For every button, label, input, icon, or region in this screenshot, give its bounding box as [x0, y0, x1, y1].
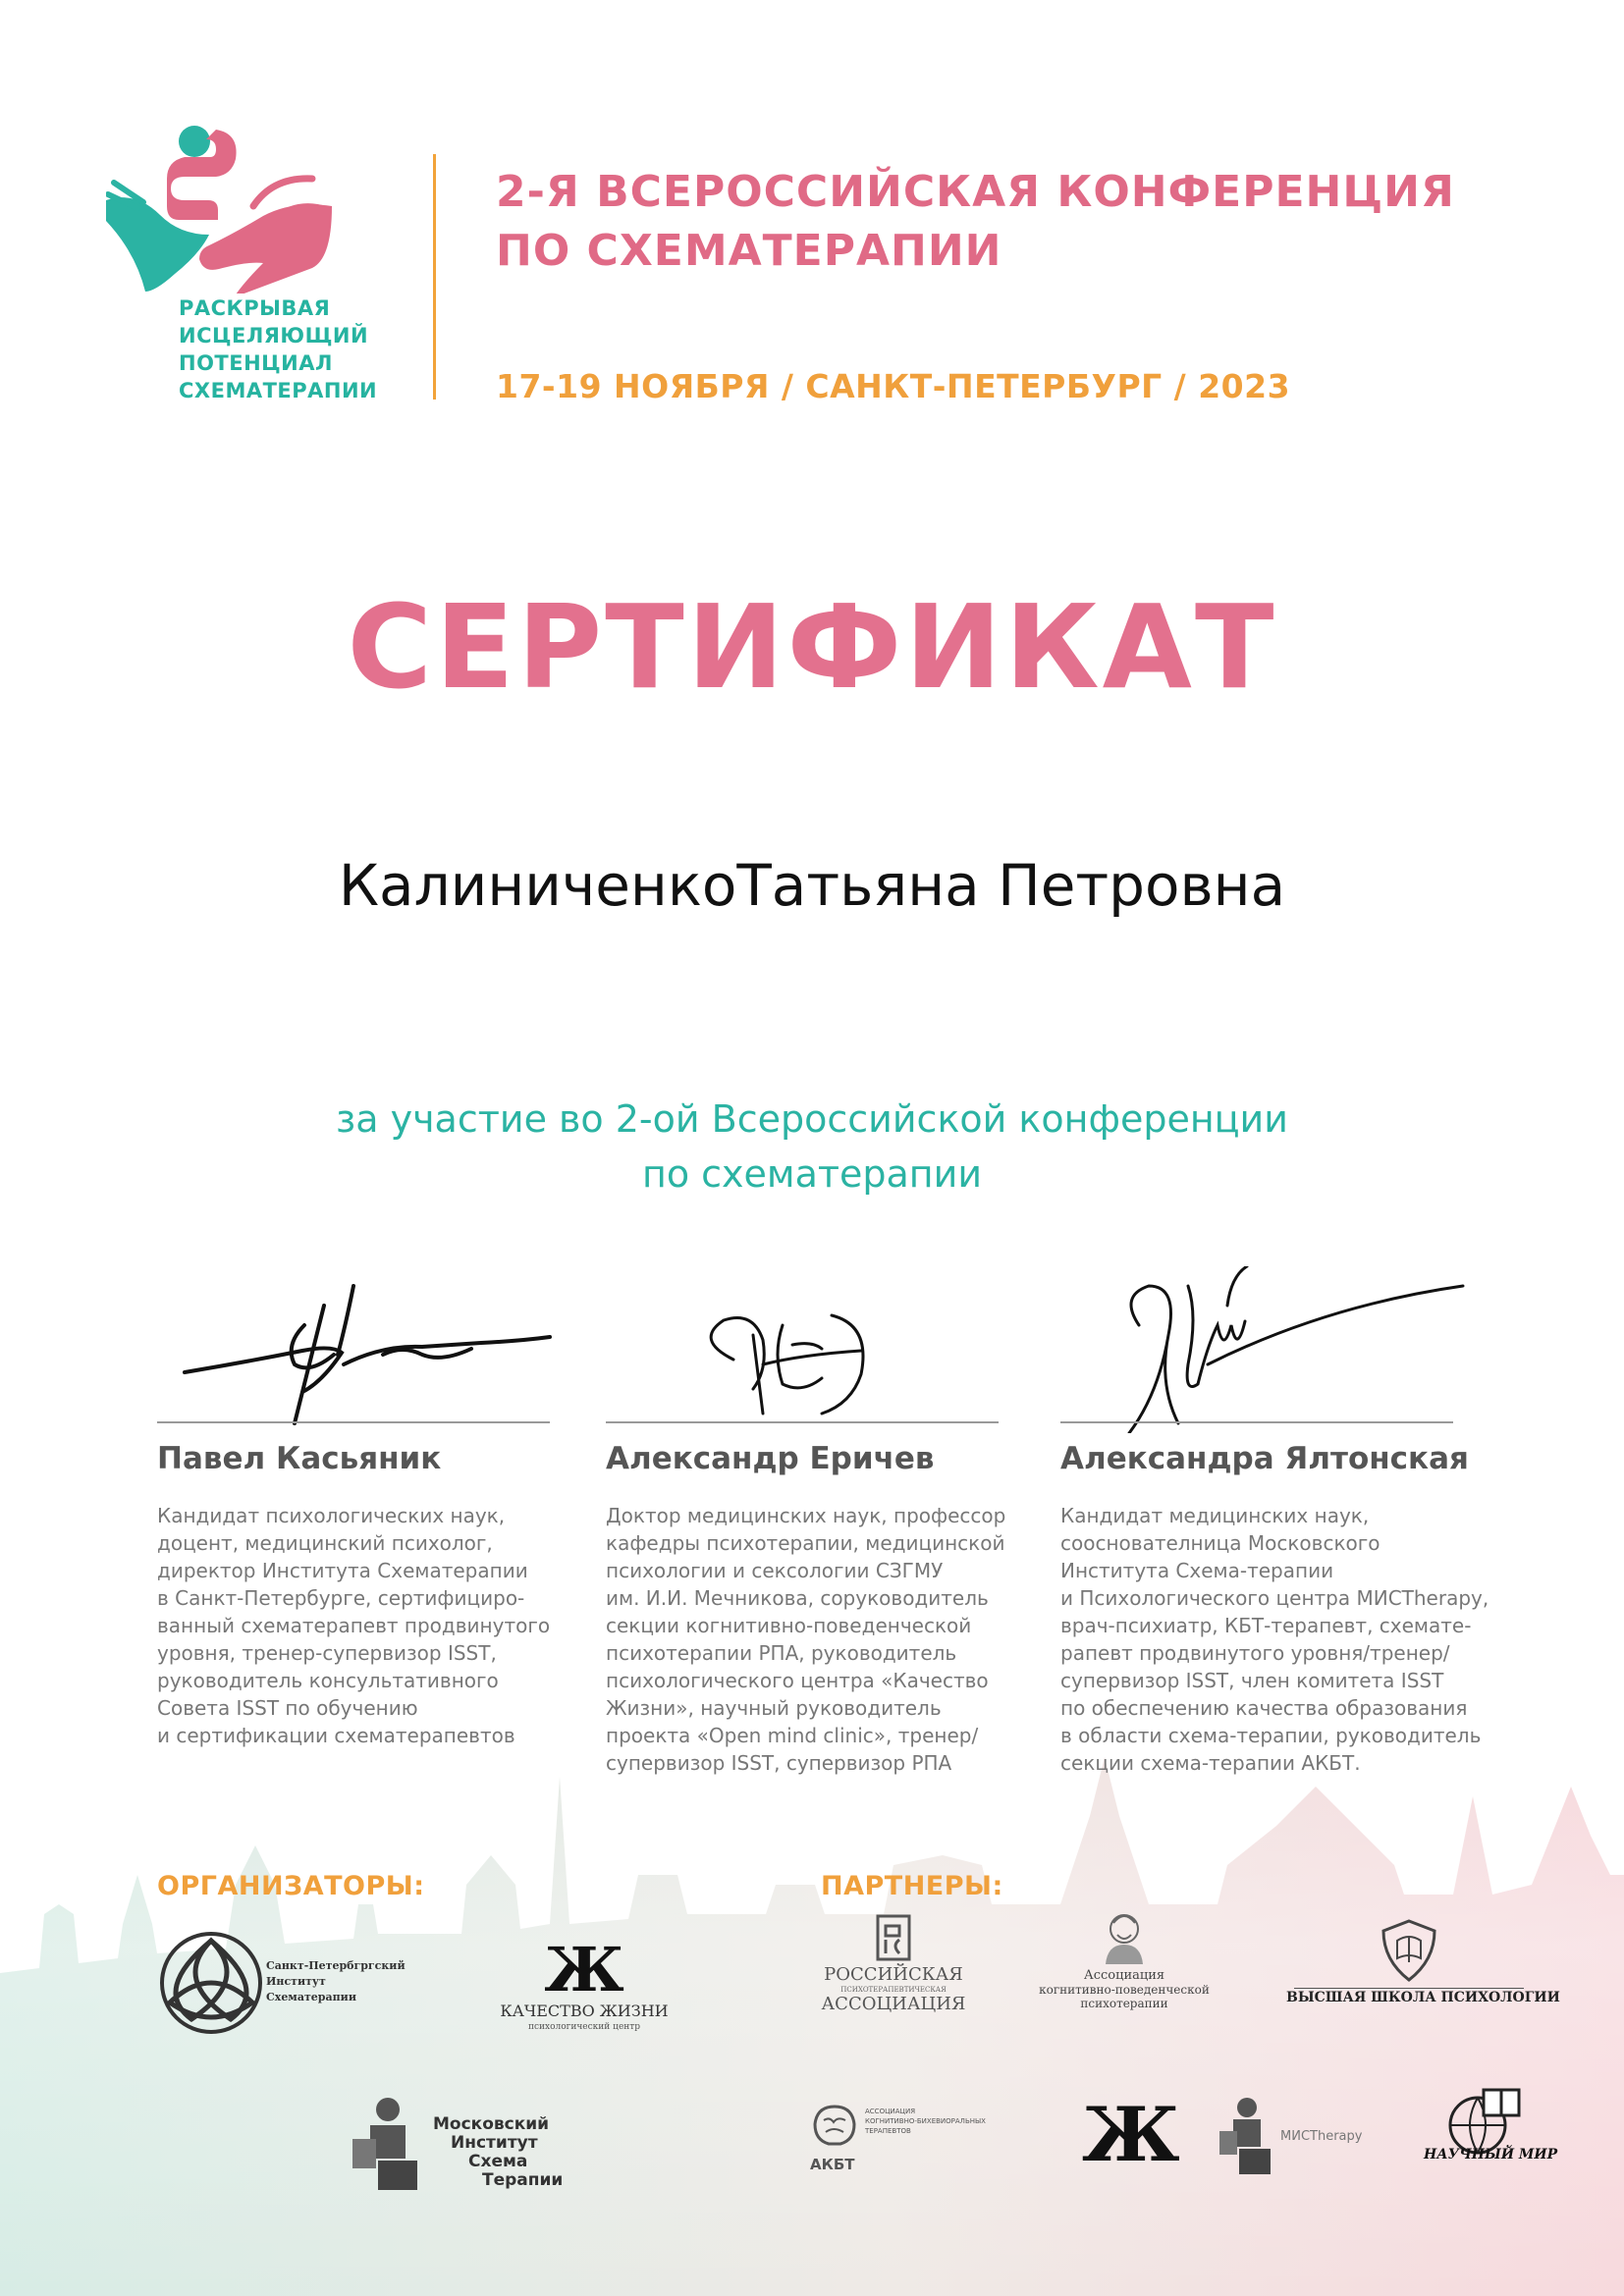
logo-caption-line: Схематерапии — [266, 1991, 356, 2003]
bio-line: секции схема-терапии АКБТ. — [1060, 1751, 1361, 1775]
logo-line: РАСКРЫВАЯ — [179, 296, 331, 320]
conference-date-location: 17-19 НОЯБРЯ / САНКТ-ПЕТЕРБУРГ / 2023 — [496, 367, 1291, 405]
signature-line — [606, 1421, 999, 1423]
signatory-name: Александра Ялтонская — [1060, 1441, 1469, 1476]
bio-line: уровня, тренер-супервизор ISST, — [157, 1641, 497, 1665]
bio-line: проекта «Open mind clinic», тренер/ — [606, 1724, 979, 1747]
logo-line: ИСЦЕЛЯЮЩИЙ — [179, 324, 369, 347]
conference-title — [496, 163, 1556, 281]
bio-line: Института Схема-терапии — [1060, 1559, 1334, 1582]
logo-quality-of-life — [496, 1934, 673, 2037]
brain-icon — [810, 2101, 859, 2150]
signatory-bio — [1060, 1502, 1512, 1777]
person-block-icon — [1218, 2096, 1276, 2176]
bio-line: доцент, медицинский психолог, — [157, 1531, 493, 1555]
header-divider — [433, 154, 436, 400]
organizers-label: ОРГАНИЗАТОРЫ: — [157, 1871, 425, 1901]
logo-caption-line: АССОЦИАЦИЯ — [865, 2108, 916, 2115]
conference-logo-icon — [106, 122, 332, 294]
logo-caption-line: Схема — [468, 2152, 528, 2171]
logo-zh-mark — [1082, 2091, 1180, 2179]
logo-caption-line: психотерапии — [1080, 1997, 1168, 2010]
logo-caption-line: Институт — [451, 2133, 538, 2153]
logo-caption-line: Институт — [266, 1975, 326, 1988]
portrait-icon — [1100, 1909, 1149, 1964]
bio-line: директор Института Схематерапии — [157, 1559, 528, 1582]
bio-line: в области схема-терапии, руководитель — [1060, 1724, 1482, 1747]
zh-letter-icon: Ж — [544, 1934, 624, 2005]
bio-line: сооснователница Московского — [1060, 1531, 1380, 1555]
logo-caption-line: Санкт-Петербгргский — [266, 1959, 406, 1972]
logo-caption-line: ТЕРАПЕВТОВ — [865, 2127, 911, 2135]
certificate-title: СЕРТИФИКАТ — [347, 579, 1277, 715]
bio-line: ванный схематерапевт продвинутого — [157, 1614, 551, 1637]
bio-line: психотерапии РПА, руководитель — [606, 1641, 957, 1665]
bio-line: врач-психиатр, КБТ-терапевт, схемате- — [1060, 1614, 1472, 1637]
logo-line: ПОТЕНЦИАЛ — [179, 351, 333, 375]
logo-caption-line: ВЫСШАЯ ШКОЛА ПСИХОЛОГИИ — [1286, 1990, 1560, 2005]
logo-caption-line: ПСИХОТЕРАПЕВТИЧЕСКАЯ — [840, 1986, 947, 1994]
participation-statement — [0, 1092, 1624, 1201]
shield-emblem-icon — [1380, 1919, 1438, 1982]
recipient-name: КалиниченкоТатьяна Петровна — [338, 852, 1286, 919]
logo-caption-line: когнитивно-поведенческой — [1039, 1983, 1210, 1997]
participation-line: по схематерапии — [641, 1152, 983, 1196]
bio-line: руководитель консультативного — [157, 1669, 499, 1692]
partners-label: ПАРТНЕРЫ: — [821, 1871, 1003, 1901]
signatory-bio — [606, 1502, 1057, 1777]
logo-science-world — [1424, 2086, 1558, 2184]
bio-line: и сертификации схематерапевтов — [157, 1724, 515, 1747]
logo-caption-line: АКБТ — [810, 2156, 855, 2173]
logo-moscow-schema-institute — [349, 2096, 584, 2204]
bio-line: им. И.И. Мечникова, соруководитель — [606, 1586, 989, 1610]
bio-line: секции когнитивно-поведенческой — [606, 1614, 972, 1637]
triquetra-icon — [152, 1929, 270, 2037]
logo-caption-line: Ассоциация — [1083, 1968, 1165, 1983]
signature-erichev — [606, 1266, 1038, 1433]
signature-yaltonskaya — [1060, 1266, 1492, 1433]
bio-line: Кандидат психологических наук, — [157, 1504, 506, 1527]
logo-caption-line: КАЧЕСТВО ЖИЗНИ — [500, 2002, 669, 2020]
logo-caption-line: АССОЦИАЦИЯ — [821, 1994, 966, 2014]
bio-line: Кандидат медицинских наук, — [1060, 1504, 1370, 1527]
signature-line — [157, 1421, 550, 1423]
logo-akbt — [810, 2101, 1026, 2199]
logo-caption-line: Терапии — [482, 2170, 564, 2190]
rpa-emblem-icon — [876, 1914, 911, 1961]
bio-line: по обеспечению качества образования — [1060, 1696, 1468, 1720]
bio-line: в Санкт-Петербурге, сертифициро- — [157, 1586, 525, 1610]
logo-caption-line: РОССИЙСКАЯ — [824, 1964, 963, 1985]
logo-russian-psychotherapeutic-association — [810, 1914, 977, 2042]
signatory-name: Павел Касьяник — [157, 1441, 442, 1476]
bio-line: рапевт продвинутого уровня/тренер/ — [1060, 1641, 1450, 1665]
bio-line: Совета ISST по обучению — [157, 1696, 418, 1720]
bio-line: Жизни», научный руководитель — [606, 1696, 942, 1720]
zh-mark-icon: Ж — [1082, 2091, 1180, 2178]
bio-line: кафедры психотерапии, медицинской — [606, 1531, 1005, 1555]
bio-line: и Психологического центра МИСTherapy, — [1060, 1586, 1489, 1610]
logo-spb-schema-institute — [152, 1929, 407, 2037]
signature-kasyanik — [157, 1266, 589, 1433]
logo-caption-line: НАУЧНЫЙ МИР — [1424, 2147, 1558, 2163]
globe-book-icon — [1429, 2086, 1527, 2155]
bio-line: супервизор ISST, член комитета ISST — [1060, 1669, 1444, 1692]
signatory-name: Александр Еричев — [606, 1441, 935, 1476]
bio-line: психологического центра «Качество — [606, 1669, 989, 1692]
logo-higher-school-of-psychology — [1286, 1919, 1560, 2017]
conference-title-line: ПО СХЕМАТЕРАПИИ — [496, 226, 1002, 276]
bio-line: Доктор медицинских наук, профессор — [606, 1504, 1006, 1527]
person-block-icon — [349, 2096, 427, 2194]
logo-mistherapy — [1218, 2096, 1375, 2184]
logo-caption-line: психологический центр — [527, 2022, 641, 2032]
logo-line: СХЕМАТЕРАПИИ — [179, 379, 378, 402]
bio-line: супервизор ISST, супервизор РПА — [606, 1751, 952, 1775]
signature-line — [1060, 1421, 1453, 1423]
conference-title-line: 2-Я ВСЕРОССИЙСКАЯ КОНФЕРЕНЦИЯ — [496, 167, 1455, 217]
logo-caption-line: МИСTherapy — [1280, 2129, 1363, 2144]
participation-line: за участие во 2-ой Всероссийской конференции — [336, 1097, 1288, 1141]
signatory-bio — [157, 1502, 609, 1749]
logo-caption-line: КОГНИТИВНО-БИХЕВИОРАЛЬНЫХ — [865, 2117, 986, 2125]
conference-logo-text — [179, 294, 414, 404]
logo-cbt-association — [1036, 1909, 1213, 2027]
bio-line: психологии и сексологии СЗГМУ — [606, 1559, 944, 1582]
logo-caption-line: Московский — [433, 2114, 550, 2134]
